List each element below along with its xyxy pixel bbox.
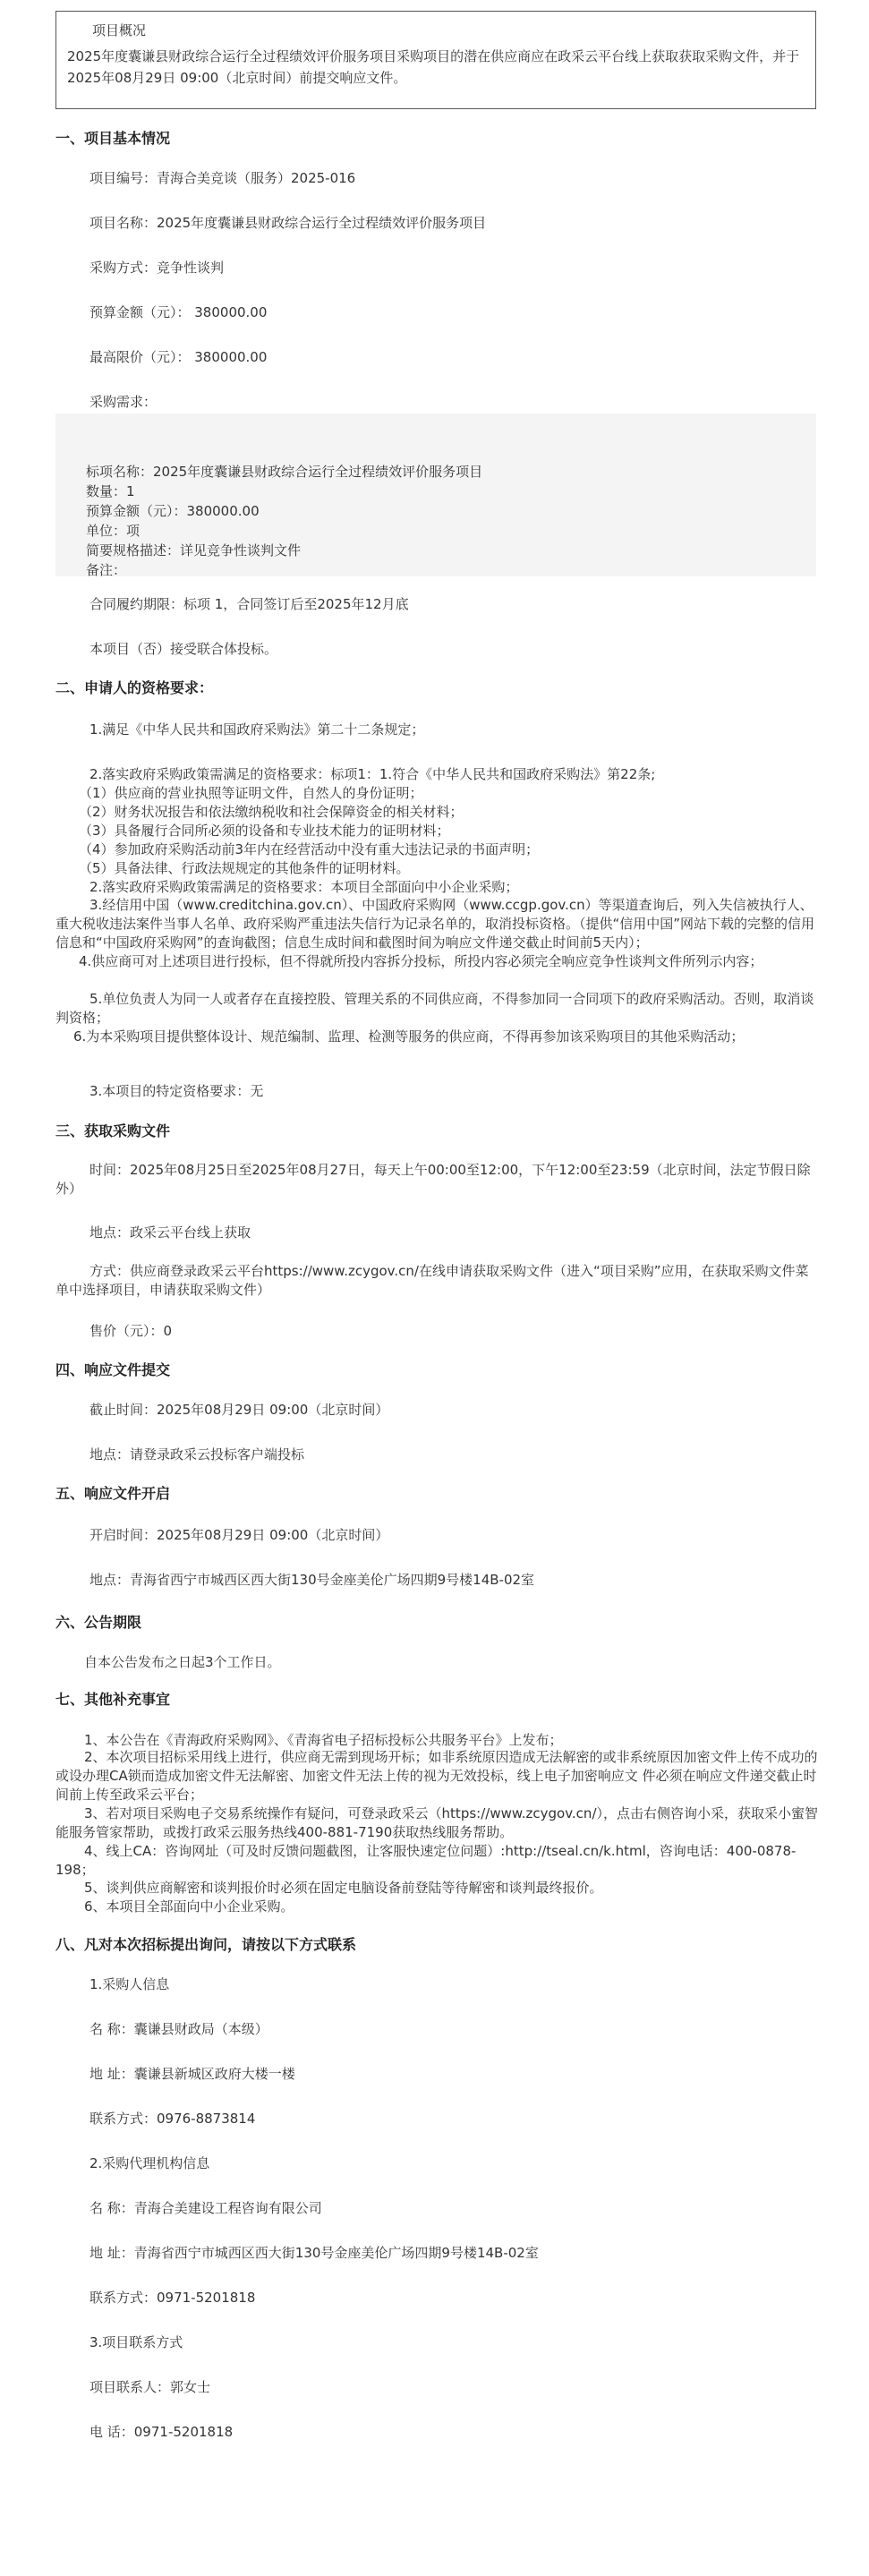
- procurement-needs-label: 采购需求：: [89, 394, 158, 410]
- lot-info-box: [55, 414, 816, 576]
- lot-budget: 预算金额（元）：380000.00: [86, 503, 260, 519]
- qualification-2-policy: 2.落实政府采购政策需满足的资格要求：本项目全部面向中小企业采购；: [89, 879, 519, 895]
- lot-quantity: 数量：1: [86, 483, 135, 499]
- project-name: 项目名称：2025年度囊谦县财政综合运行全过程绩效评价服务项目: [89, 215, 487, 231]
- lot-spec: 简要规格描述：详见竞争性谈判文件: [86, 542, 302, 559]
- qualification-credit-check: 3.经信用中国（www.creditchina.gov.cn）、中国政府采购网（www.ccgp.gov.cn）等渠道查询后，列入失信被执行人、重大税收违法案件当事人名单、政府采购严重违法失信行为记录名单的，取消投标资格。（提供“信用中国”网站下载的完整的信用信息和“中国政府采购网”的查询截图；信息生成时间和截图时间为响应文件递交截止时间前5天内）；: [55, 897, 815, 951]
- lot-unit: 单位：项: [86, 523, 141, 539]
- qualification-design-exclusion: 6.为本采购项目提供整体设计、规范编制、监理、检测等服务的供应商，不得再参加该采购项目的其他采购活动；: [73, 1028, 745, 1045]
- section-5-heading: 五、响应文件开启: [55, 1485, 171, 1502]
- procurement-method: 采购方式：竞争性谈判: [89, 260, 225, 276]
- lot-name: 标项名称：2025年度囊谦县财政综合运行全过程绩效评价服务项目: [86, 464, 483, 480]
- other-item-1: 1、本公告在《青海政府采购网》、《青海省电子招标投标公共服务平台》上发布；: [84, 1732, 563, 1748]
- other-item-2: 2、本次项目招标采用线上进行，供应商无需到现场开标；如非系统原因造成无法解密的或非系统原因加密文件上传不成功的或设办理CA锁而造成加密文件无法解密、加密文件无法上传的视为无效投标，线上电子加密响应文 件必须在响应文件递交截止时间前上传至政采云平台；: [55, 1749, 818, 1803]
- acquire-time: 时间：2025年08月25日至2025年08月27日，每天上午00:00至12:00，下午12:00至23:59（北京时间，法定节假日除外）: [55, 1162, 811, 1197]
- buyer-name: 名 称：囊谦县财政局（本级）: [89, 2021, 268, 2037]
- qualification-no-split: 4.供应商可对上述项目进行投标，但不得就所投内容拆分投标，所投内容必须完全响应竞争性谈判文件所列示内容；: [79, 953, 763, 969]
- opening-place: 地点：青海省西宁市城西区西大街130号金座美伦广场四期9号楼14B-02室: [89, 1572, 535, 1588]
- submission-deadline: 截止时间：2025年08月29日 09:00（北京时间）: [89, 1402, 389, 1418]
- section-7-heading: 七、其他补充事宜: [55, 1691, 171, 1708]
- lot-remark: 备注：: [86, 562, 127, 578]
- agent-contact: 联系方式：0971-5201818: [89, 2290, 256, 2306]
- qualification-same-principal: 5.单位负责人为同一人或者存在直接控股、管理关系的不同供应商，不得参加同一合同项下的政府采购活动。否则，取消谈判资格；: [55, 991, 814, 1026]
- qualification-2-item-4: （4）参加政府采购活动前3年内在经营活动中没有重大违法记录的书面声明；: [79, 841, 540, 857]
- agent-name: 名 称：青海合美建设工程咨询有限公司: [89, 2200, 322, 2216]
- section-4-heading: 四、响应文件提交: [55, 1361, 171, 1378]
- qualification-2-item-2: （2）财务状况报告和依法缴纳税收和社会保障资金的相关材料；: [79, 804, 464, 820]
- acquire-place: 地点：政采云平台线上获取: [89, 1224, 251, 1241]
- section-1-heading: 一、项目基本情况: [55, 130, 171, 147]
- qualification-2-item-3: （3）具备履行合同所必须的设备和专业技术能力的证明材料；: [79, 823, 450, 839]
- budget-amount: 预算金额（元）： 380000.00: [89, 304, 268, 320]
- project-overview-box: [55, 11, 816, 109]
- project-contact-person: 项目联系人：郭女士: [89, 2379, 211, 2395]
- buyer-address: 地 址：囊谦县新城区政府大楼一楼: [89, 2066, 295, 2082]
- consortium-note: 本项目（否）接受联合体投标。: [89, 641, 278, 657]
- announcement-period: 自本公告发布之日起3个工作日。: [84, 1654, 281, 1670]
- overview-title: 项目概况: [92, 22, 147, 38]
- other-item-5: 5、谈判供应商解密和谈判报价时必须在固定电脑设备前登陆等待解密和谈判最终报价。: [84, 1880, 603, 1896]
- project-number: 项目编号：青海合美竞谈（服务）2025-016: [89, 170, 356, 186]
- qualification-2-item-1: （1）供应商的营业执照等证明文件，自然人的身份证明；: [79, 785, 423, 801]
- other-item-6: 6、本项目全部面向中小企业采购。: [84, 1898, 294, 1915]
- buyer-info-title: 1.采购人信息: [89, 1976, 170, 1992]
- submission-place: 地点：请登录政采云投标客户端投标: [89, 1446, 305, 1463]
- document-price: 售价（元）：0: [89, 1323, 173, 1339]
- qualification-2-item-5: （5）具备法律、行政法规规定的其他条件的证明材料。: [79, 860, 410, 876]
- section-2-heading: 二、申请人的资格要求：: [55, 679, 214, 696]
- agent-info-title: 2.采购代理机构信息: [89, 2155, 210, 2171]
- opening-time: 开启时间：2025年08月29日 09:00（北京时间）: [89, 1527, 389, 1543]
- other-item-3: 3、若对项目采购电子交易系统操作有疑问，可登录政采云（https://www.zcygov.cn/），点击右侧咨询小采，获取采小蜜智能服务管家帮助，或拨打政采云服务热线400-881-7190获取热线服务帮助。: [55, 1805, 818, 1840]
- project-contact-title: 3.项目联系方式: [89, 2334, 183, 2350]
- contract-period: 合同履约期限：标项 1，合同签订后至2025年12月底: [89, 596, 409, 612]
- buyer-contact: 联系方式：0976-8873814: [89, 2111, 256, 2127]
- acquire-method: 方式：供应商登录政采云平台https://www.zcygov.cn/在线申请获取采购文件（进入“项目采购”应用，在获取采购文件菜单中选择项目，申请获取采购文件）: [55, 1263, 809, 1298]
- max-price: 最高限价（元）： 380000.00: [89, 349, 268, 365]
- qualification-2: 2.落实政府采购政策需满足的资格要求：标项1：1.符合《中华人民共和国政府采购法》第22条;: [89, 766, 656, 782]
- section-6-heading: 六、公告期限: [55, 1614, 142, 1631]
- project-contact-phone: 电 话：0971-5201818: [89, 2424, 234, 2440]
- overview-text: 2025年度囊谦县财政综合运行全过程绩效评价服务项目采购项目的潜在供应商应在政采云平台线上获取获取采购文件，并于2025年08月29日 09:00（北京时间）前提交响应文件。: [67, 48, 800, 86]
- qualification-1: 1.满足《中华人民共和国政府采购法》第二十二条规定；: [89, 721, 425, 738]
- section-3-heading: 三、获取采购文件: [55, 1122, 171, 1139]
- agent-address: 地 址：青海省西宁市城西区西大街130号金座美伦广场四期9号楼14B-02室: [89, 2245, 539, 2261]
- section-8-heading: 八、凡对本次招标提出询问，请按以下方式联系: [55, 1936, 357, 1953]
- other-item-4: 4、线上CA：咨询网址（可及时反馈问题截图，让客服快速定位问题）:http://tseal.cn/k.html，咨询电话：400-0878-198；: [55, 1843, 797, 1878]
- qualification-3: 3.本项目的特定资格要求：无: [89, 1083, 264, 1099]
